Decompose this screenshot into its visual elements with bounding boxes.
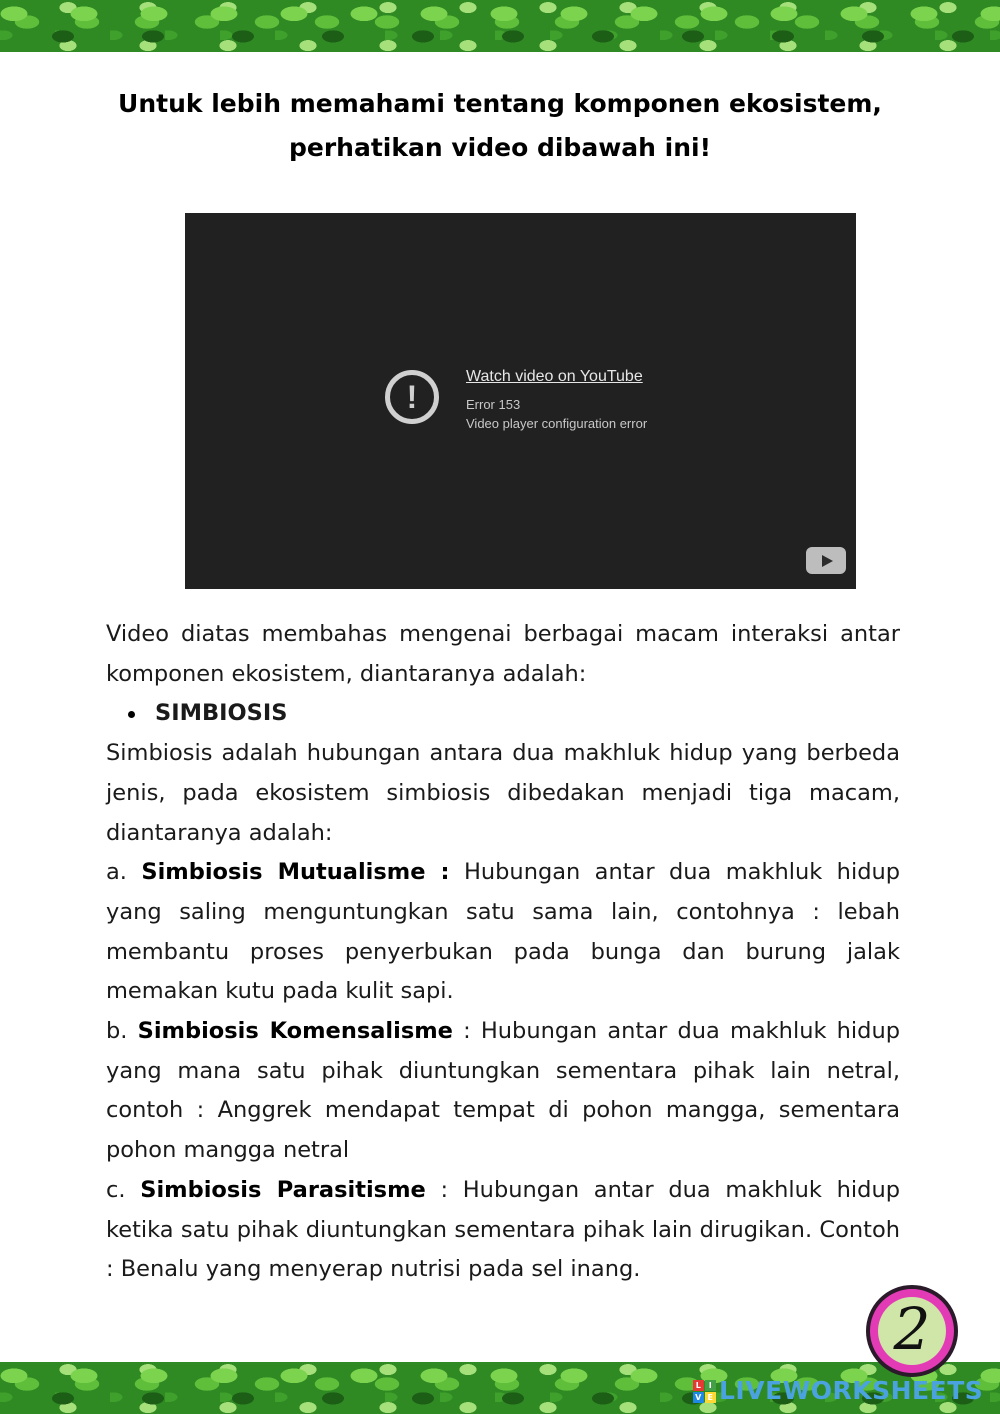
list-item-komensalisme	[106, 1012, 900, 1171]
item-term: Simbiosis Komensalisme	[137, 1018, 453, 1045]
lesson-text	[106, 615, 900, 1290]
logo-grid-icon	[693, 1380, 717, 1404]
page-title: Untuk lebih memahami tentang komponen ekosistem, perhatikan video dibawah ini!	[118, 89, 882, 162]
page-number: 2	[893, 1295, 931, 1363]
bullet-item	[106, 694, 900, 734]
grid-cell: I	[705, 1380, 716, 1391]
grid-cell: L	[693, 1380, 704, 1391]
bullet-label: SIMBIOSIS	[155, 700, 288, 727]
page-number-badge	[866, 1285, 958, 1377]
item-term: Simbiosis Parasitisme	[140, 1176, 426, 1203]
intro-paragraph: Video diatas membahas mengenai berbagai macam interaksi antar komponen ekosistem, diantaranya adalah:	[106, 621, 900, 687]
item-prefix: b.	[106, 1018, 138, 1045]
error-icon: !	[385, 370, 439, 424]
grid-cell: V	[693, 1392, 704, 1403]
leaf-border-top	[0, 0, 1000, 52]
list-item-parasitisme	[106, 1171, 900, 1290]
item-text: : Hubungan antar dua makhluk hidup ketika satu pihak diuntungkan sementara pihak lain dirugikan. Contoh : Benalu yang menyerap nutrisi pada sel inang.	[106, 1176, 900, 1283]
item-prefix: c.	[106, 1176, 141, 1203]
list-item-mutualisme	[106, 853, 900, 1012]
item-text: : Hubungan antar dua makhluk hidup yang mana satu pihak diuntungkan sementara pihak lain netral, contoh : Anggrek mendapat tempat di pohon mangga, sementara pohon mangga netral	[106, 1018, 900, 1164]
grid-cell: E	[705, 1392, 716, 1403]
logo-text: LIVEWORKSHEETS	[719, 1376, 984, 1405]
watch-on-youtube-link[interactable]: Watch video on YouTube	[466, 368, 643, 385]
item-text: Hubungan antar dua makhluk hidup yang saling menguntungkan satu sama lain, contohnya : lebah membantu proses penyerbukan pada bunga dan burung jalak memakan kutu pada kulit sapi.	[106, 859, 901, 1005]
definition-paragraph: Simbiosis adalah hubungan antara dua makhluk hidup yang berbeda jenis, pada ekosistem simbiosis dibedakan menjadi tiga macam, diantaranya adalah:	[106, 740, 900, 846]
item-prefix: a.	[106, 859, 142, 886]
video-player[interactable]	[185, 213, 856, 589]
liveworksheets-logo	[693, 1376, 983, 1406]
error-code: Error 153	[466, 397, 521, 412]
youtube-icon[interactable]	[806, 547, 846, 574]
item-term: Simbiosis Mutualisme :	[141, 859, 450, 886]
error-message: Video player configuration error	[466, 416, 648, 431]
